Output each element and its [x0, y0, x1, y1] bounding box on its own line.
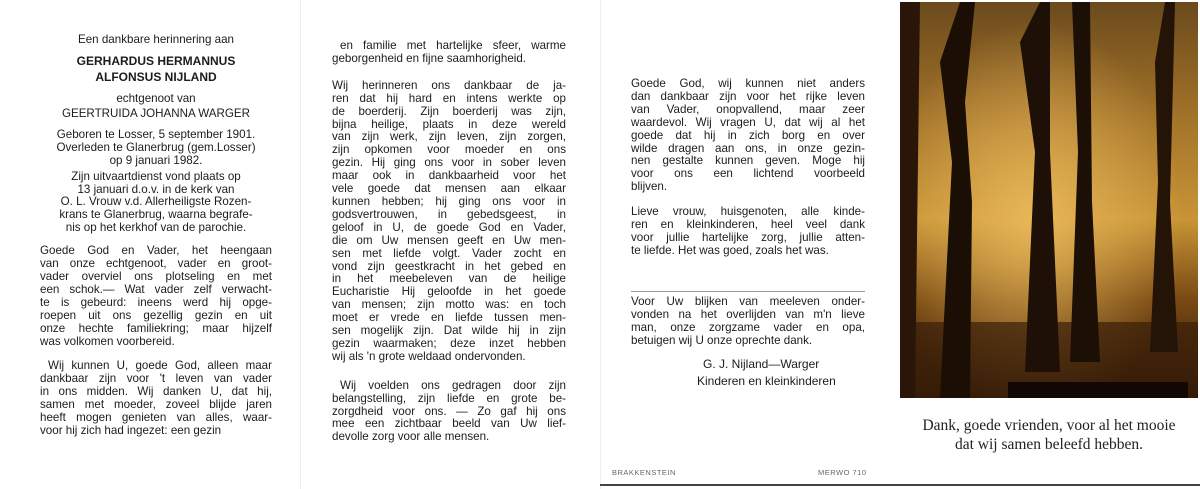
paragraph	[332, 380, 566, 445]
text-line: dan dankbaar zijn voor het rijke leven	[631, 89, 865, 103]
column-1-paragraphs	[40, 245, 272, 438]
text-line: die om Uw mensen geeft en Uw men-	[332, 233, 566, 247]
publisher-label: BRAKKENSTEIN	[612, 468, 676, 477]
caption-line-1: Dank, goede vrienden, voor al het mooie	[922, 417, 1176, 434]
signature-name: G. J. Nijland—Warger	[703, 357, 820, 371]
text-line: ren dat hij hard en intens werkte op	[332, 91, 566, 105]
text-line: maar ook in dankbaarheid voor het	[332, 169, 566, 183]
funeral-line: 13 januari d.o.v. in de kerk van	[77, 182, 235, 196]
text-line: dankbaar zijn voor 't leven van vader	[40, 372, 272, 386]
text-line: voor hij zich had ingezet: een gezin	[40, 423, 222, 437]
print-code: MERWO 710	[818, 468, 867, 477]
dates-block	[40, 129, 272, 168]
text-line: van Vader, onopvallend, maar zeer	[631, 102, 865, 116]
text-line: Goede God, wij kunnen niet anders	[631, 77, 865, 90]
paragraph	[631, 78, 865, 194]
deceased-name-line-1: GERHARDUS HERMANNUS	[76, 53, 236, 68]
divider	[631, 291, 865, 292]
text-line: godsvertrouwen, in gebedsgeest, in	[332, 207, 566, 221]
caption-line-2: dat wij samen beleefd hebben.	[954, 436, 1144, 453]
text-line: sen mogelijk zijn. Dat wilde hij in zijn	[332, 324, 566, 338]
text-line: nen gestalte kunnen geven. Moge hij	[631, 154, 865, 168]
text-line: was volkomen voorbereid.	[40, 334, 175, 348]
text-line: onze hechte familiekring; maar hijzelf	[40, 321, 272, 335]
text-line: man, onze zorgzame vader en opa,	[631, 320, 865, 334]
text-line: moet er vrede en liefde tussen men-	[332, 311, 566, 325]
text-line: in ons midden. Wij danken U, dat hij,	[40, 385, 272, 399]
text-line: vond zijn geestkracht in het gebed en	[332, 259, 566, 273]
text-line: Lieve vrouw, huisgenoten, alle kinde-	[631, 205, 865, 219]
text-line: wilde dragen aan ons, in onze gezin-	[631, 141, 865, 155]
text-line: vader overviel ons plotseling en met	[40, 269, 272, 283]
text-line: vonden na het overlijden van m'n lieve	[631, 307, 865, 321]
column-1	[40, 34, 272, 438]
text-line: te is gebeurd: ineens werd hij opge-	[40, 295, 272, 309]
text-line: mee een zichtbaar beeld van Uw lief-	[332, 417, 566, 431]
text-line: Goede God en Vader, het heengaan	[40, 244, 272, 258]
text-line: Wij herinneren ons dankbaar de ja-	[332, 78, 566, 92]
text-line: in het meebeleven van de heilige	[332, 272, 566, 286]
text-line: en familie met hartelijke sfeer, warme	[340, 39, 566, 52]
paragraph	[332, 80, 566, 364]
text-line: heeft mogen genieten van alles, waar-	[40, 411, 272, 425]
paragraph	[40, 360, 272, 437]
spouse-label: echtgenoot van	[116, 91, 196, 105]
text-line: sen met liefde volgt. Vader zocht en	[332, 246, 566, 260]
text-line: betuigen wij U onze oprechte dank.	[631, 333, 813, 347]
text-line: geborgenheid en fijne saamhorigheid.	[332, 51, 527, 65]
spouse-name: GEERTRUIDA JOHANNA WARGER	[61, 106, 251, 120]
text-line: Wij kunnen U, goede God, alleen maar	[48, 359, 272, 373]
text-line: geloof in U, de goede God en Vader,	[332, 220, 566, 234]
funeral-line: nis op het kerkhof van de parochie.	[65, 221, 247, 235]
paragraph	[631, 296, 865, 348]
funeral-line: Zijn uitvaartdienst vond plaats op	[71, 169, 241, 183]
fold-line	[300, 0, 301, 489]
text-line: bijna heilige, plaats in deze wereld	[332, 117, 566, 131]
funeral-line: krans te Glanerbrug, waarna begrafe-	[59, 208, 253, 222]
funeral-block	[40, 171, 272, 236]
paragraph	[332, 40, 566, 66]
text-line: Wij voelden ons gedragen door zijn	[340, 378, 566, 392]
text-line: goede dat hij in zich borg en over	[631, 128, 865, 142]
text-line: wij als 'n grote weldaad ondervonden.	[332, 349, 526, 363]
text-line: devolle zorg voor alle mensen.	[332, 430, 490, 444]
text-line: van onze echtgenoot, vader en groot-	[40, 257, 272, 271]
text-line: waardevol. Wij vragen U, dat wij al het	[631, 115, 865, 129]
text-line: vele goede dat mensen aan elkaar	[332, 182, 566, 196]
signature	[697, 356, 836, 390]
text-line: voor ons een lichtend voorbeeld	[631, 167, 865, 181]
caption	[900, 416, 1198, 454]
fold-line	[600, 0, 601, 489]
funeral-line: O. L. Vrouw v.d. Allerheiligste Rozen-	[60, 195, 252, 209]
text-line: voor jullie hartelijke zorg, jullie atten-	[631, 230, 865, 244]
text-line: een schok.— Wat vader zelf verwacht-	[40, 282, 272, 296]
text-line: kunnen hebben; hij ging ons voor in	[332, 194, 566, 208]
text-line: ren en kleinkinderen, heel veel dank	[631, 218, 865, 232]
text-line: zorgdheid voor ons. — Zo gaf hij ons	[332, 404, 566, 418]
text-line: Voor Uw blijken van meeleven onder-	[631, 294, 865, 308]
text-line: te liefde. Het was goed, zoals het was.	[631, 243, 829, 257]
intro-text: Een dankbare herinnering aan	[78, 33, 234, 46]
text-line: de boerderij. Zijn boerderij was zijn,	[332, 104, 566, 118]
text-line: Eucharistie Hij geloofde in het goede	[332, 285, 566, 299]
column-2	[332, 40, 566, 444]
text-line: samen met moeder, zoveel blijde jaren	[40, 398, 272, 412]
text-line: gezin waarmaken; deze inzet hebben	[332, 336, 566, 350]
autumn-forest-photo	[900, 2, 1198, 398]
date-line: op 9 januari 1982.	[109, 153, 203, 167]
text-line: roepen uit ons gezellig gezin en uit	[40, 308, 272, 322]
deceased-name-line-2: ALFONSUS NIJLAND	[95, 69, 217, 84]
text-line: van zijn werk, zijn leven, zijn zorgen,	[332, 130, 566, 144]
paragraph	[40, 245, 272, 348]
text-line: belangstelling, zijn liefde en grote be-	[332, 391, 566, 405]
text-line: zijn opkomen voor moeder en ons	[332, 143, 566, 157]
text-line: blijven.	[631, 180, 668, 194]
text-line: van mensen; zijn motto was: en toch	[332, 298, 566, 312]
date-line: Geboren te Losser, 5 september 1901.	[56, 127, 256, 141]
text-line: gezin. Hij ging ons voor in sober leven	[332, 156, 566, 170]
card-edge	[600, 484, 1200, 486]
signature-family: Kinderen en kleinkinderen	[697, 374, 836, 388]
paragraph	[631, 206, 865, 258]
column-3	[631, 78, 865, 347]
date-line: Overleden te Glanerbrug (gem.Losser)	[56, 140, 256, 154]
